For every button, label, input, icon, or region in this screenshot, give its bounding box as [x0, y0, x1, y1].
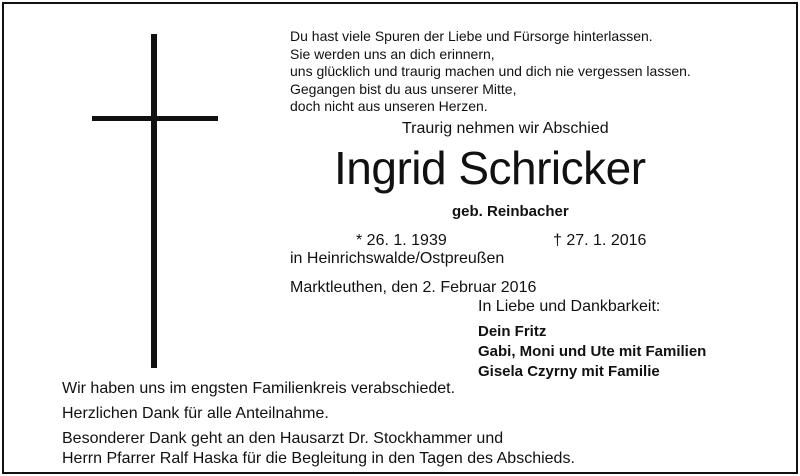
- memorial-poem: [290, 28, 691, 116]
- mourner-entry: Gabi, Moni und Ute mit Familien: [478, 343, 707, 360]
- cross-icon-bar: [92, 116, 218, 121]
- poem-line: Du hast viele Spuren der Liebe und Fürsorge hinterlassen.: [290, 28, 653, 44]
- obituary-notice: [2, 2, 798, 474]
- thanks-intro: In Liebe und Dankbarkeit:: [478, 298, 661, 315]
- maiden-name: geb. Reinbacher: [452, 203, 569, 220]
- place-and-date: Marktleuthen, den 2. Februar 2016: [290, 279, 537, 296]
- birth-date: * 26. 1. 1939: [356, 232, 447, 249]
- footer-line: Herzlichen Dank für alle Anteilnahme.: [62, 405, 329, 422]
- birthplace: in Heinrichswalde/Ostpreußen: [290, 250, 505, 267]
- farewell-intro: Traurig nehmen wir Abschied: [402, 120, 609, 137]
- footer-notes: [62, 379, 575, 469]
- mourner-entry: Gisela Czyrny mit Familie: [478, 363, 660, 380]
- cross-icon: [151, 34, 157, 368]
- poem-line: uns glücklich und traurig machen und dich nie vergessen lassen.: [290, 63, 691, 79]
- mourner-entry: Dein Fritz: [478, 323, 547, 340]
- footer-line: Herrn Pfarrer Ralf Haska für die Begleitung in den Tagen des Abschieds.: [62, 450, 575, 467]
- poem-line: Gegangen bist du aus unserer Mitte,: [290, 80, 517, 97]
- deceased-name: Ingrid Schricker: [334, 142, 646, 194]
- poem-line: doch nicht aus unseren Herzen.: [290, 98, 488, 114]
- mourners-list: [478, 322, 706, 382]
- poem-line: Sie werden uns an dich erinnern,: [290, 45, 495, 62]
- footer-line: Besonderer Dank geht an den Hausarzt Dr. Stockhammer und: [62, 430, 504, 447]
- death-date: † 27. 1. 2016: [553, 232, 647, 249]
- footer-line: Wir haben uns im engsten Familienkreis verabschiedet.: [62, 380, 456, 397]
